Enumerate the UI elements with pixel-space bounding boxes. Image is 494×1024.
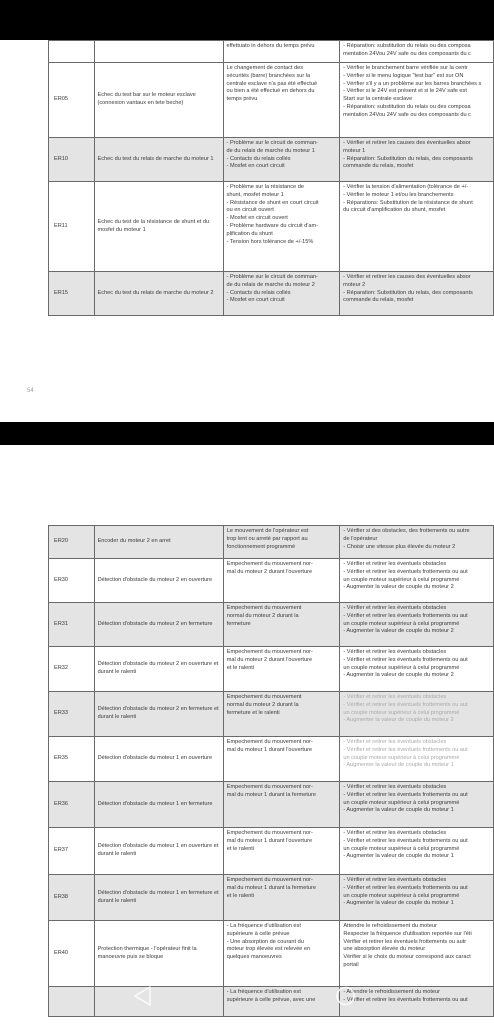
- action-line: - Attendre le refroidissement du moteur: [343, 989, 441, 995]
- cause-line: mal du moteur 1 durant la fermeture: [226, 884, 316, 891]
- error-cause-cell: [223, 182, 340, 272]
- cause-line: et le ralenti: [226, 664, 255, 671]
- cause-line: sécurités (barre) branchées sur la: [226, 72, 311, 79]
- cause-line: - Une absorption de courant du: [226, 938, 304, 945]
- cause-line: Empechement du mouvement nor-: [226, 561, 313, 567]
- error-code-cell: [49, 41, 95, 63]
- error-cause-cell: [223, 692, 340, 737]
- cause-line: - La fréquence d'utilisation est: [226, 923, 301, 929]
- error-description-cell: [94, 987, 223, 1017]
- action-line: moteur 1: [343, 147, 366, 154]
- error-description-cell: Détection d'obstacle du moteur 2 en ouverture et durant le ralenti: [94, 647, 223, 692]
- table-row: [49, 603, 494, 647]
- error-cause-cell: [223, 921, 340, 987]
- action-line: - Choisir une vitesse plus élevée du moteur 2: [343, 543, 456, 550]
- cause-line: Empechement du mouvement nor-: [226, 784, 313, 790]
- action-line: Start sur la centrale esclave: [343, 96, 413, 103]
- action-line: - Vérifier et retirer les éventuels frottements ou aut: [343, 568, 468, 575]
- action-line: Vérifier et retirer les éventuels frottements ou autr: [343, 938, 467, 945]
- cause-line: - Résistance de shunt en court circuit: [226, 199, 319, 206]
- action-line: un couple moteur supérieur à celui programmé: [343, 709, 460, 716]
- corrective-action-cell: [340, 692, 494, 737]
- cause-line: fermeture et le ralenti: [226, 709, 280, 716]
- table-row: [49, 41, 494, 63]
- action-line: - Vérifier la tension d'alimentation (tolérance de +/-: [343, 184, 469, 190]
- corrective-action-cell: [340, 921, 494, 987]
- cause-line: Le mouvement de l'opérateur est: [226, 528, 309, 534]
- error-description-cell: Détection d'obstacle du moteur 2 en ouverture: [94, 559, 223, 603]
- cause-line: mal du moteur 1 durant la fermeture: [226, 791, 316, 798]
- error-code-table-page-55: [48, 525, 494, 1017]
- cause-line: centrale esclave n'a pas été effectué: [226, 80, 318, 87]
- corrective-action-cell: [340, 987, 494, 1017]
- action-line: - Augmenter la valeur de couple du moteur 1: [343, 762, 454, 769]
- action-line: moteur 2: [343, 281, 366, 288]
- action-line: - Vérifier et retirer les éventuels frottements ou aut: [343, 996, 468, 1003]
- error-code-cell: ER32: [49, 647, 95, 692]
- corrective-action-cell: [340, 138, 494, 182]
- error-code-cell: ER40: [49, 921, 95, 987]
- action-line: - Réparations: Substitution de la résistance de shunt: [343, 199, 473, 206]
- error-cause-cell: [223, 875, 340, 921]
- error-description-cell: Détection d'obstacle du moteur 1 en fermeture et durant le ralenti: [94, 875, 223, 921]
- cause-line: temps prévu: [226, 96, 258, 103]
- action-line: - Vérifier s'il y a un problème sur les barres branchées s: [343, 80, 482, 87]
- action-line: - Vérifier et retirer les éventuels obstacles: [343, 739, 447, 745]
- action-line: - Vérifier et retirer les éventuels obstacles: [343, 649, 447, 655]
- cause-line: Empechement du mouvement nor-: [226, 877, 313, 883]
- error-cause-cell: [223, 41, 340, 63]
- action-line: - Réparation: substitution du relais ou des composa: [343, 103, 471, 110]
- table-row: [49, 828, 494, 875]
- error-cause-cell: [223, 63, 340, 138]
- manual-page-55: [0, 445, 494, 1024]
- action-line: - Vérifier et retirer les éventuels frottements ou aut: [343, 791, 468, 798]
- cause-line: Empechement du mouvement nor-: [226, 830, 313, 836]
- error-description-cell: [94, 41, 223, 63]
- manual-page-54: [0, 40, 494, 422]
- table-row: [49, 272, 494, 316]
- error-cause-cell: [223, 782, 340, 828]
- action-line: - Augmenter la valeur de couple du moteur 2: [343, 584, 454, 591]
- cause-line: supérieure à celle prévue, avec une: [226, 996, 316, 1003]
- action-line: - Vérifier si le 24V est présent et si le 24V safe est: [343, 88, 467, 95]
- error-code-cell: ER15: [49, 272, 95, 316]
- action-line: - Vérifier et retirer les éventuels frottements ou aut: [343, 746, 468, 753]
- action-line: - Vérifier et retirer les éventuels obstacles: [343, 605, 447, 611]
- error-code-cell: ER10: [49, 138, 95, 182]
- action-line: - Vérifier et retirer les éventuels frottements ou aut: [343, 612, 468, 619]
- error-code-cell: ER11: [49, 182, 95, 272]
- action-line: - Vérifier si des obstacles, des frottements ou autre: [343, 528, 470, 534]
- cause-line: - Problème sur le circuit de comman-: [226, 274, 318, 280]
- page-number: 54: [27, 388, 34, 394]
- action-line: Vérifier si le choix du moteur correspond aux caract: [343, 954, 471, 961]
- table-row: [49, 526, 494, 559]
- error-cause-cell: [223, 647, 340, 692]
- cause-line: trop lent ou arreté par rapport au: [226, 535, 308, 542]
- cause-line: Empechement du mouvement nor-: [226, 649, 313, 655]
- cause-line: fermeture: [226, 620, 251, 627]
- action-line: un couple moteur supérieur à celui programmé: [343, 576, 460, 583]
- error-description-cell: Echec du test bar sur le moteur esclave (connexion vantaux en tete beche): [94, 63, 223, 138]
- error-code-cell: ER31: [49, 603, 95, 647]
- error-description-cell: Détection d'obstacle du moteur 1 en ouverture: [94, 737, 223, 782]
- table-row: [49, 875, 494, 921]
- error-description-cell: Echec du test du relais de marche du moteur 2: [94, 272, 223, 316]
- corrective-action-cell: [340, 828, 494, 875]
- action-line: - Vérifier le moteur 1 et/ou les branchements: [343, 191, 454, 198]
- cause-line: - Contacts du relais collés: [226, 155, 291, 162]
- error-code-cell: ER38: [49, 875, 95, 921]
- corrective-action-cell: [340, 603, 494, 647]
- error-code-cell: [49, 987, 95, 1017]
- action-line: - Réparation: Substitution du relais, des composants: [343, 289, 473, 296]
- action-line: Attendre le refroidissement du moteur: [343, 923, 437, 929]
- action-line: - Vérifier et retirer les éventuels obstacles: [343, 784, 447, 790]
- cause-line: mal du moteur 1 durant l'ouverture: [226, 837, 313, 844]
- cause-line: - Problème sur le circuit de comman-: [226, 140, 318, 146]
- error-cause-cell: [223, 559, 340, 603]
- corrective-action-cell: [340, 272, 494, 316]
- error-code-cell: ER30: [49, 559, 95, 603]
- cause-line: - Tension hors tolérance de +/-15%: [226, 238, 314, 245]
- action-line: - Vérifier et retirer les éventuels frottements ou aut: [343, 701, 468, 708]
- cause-line: quelques manoeuvres: [226, 954, 282, 961]
- corrective-action-cell: [340, 875, 494, 921]
- error-cause-cell: [223, 828, 340, 875]
- error-code-cell: ER36: [49, 782, 95, 828]
- cause-line: et le ralenti: [226, 845, 255, 852]
- action-line: - Vérifier et retirer les causes des éventuelles absor: [343, 140, 471, 146]
- error-description-cell: Protection thermique - l'opérateur finit la manoeuvre puis se bloque: [94, 921, 223, 987]
- action-line: un couple moteur supérieur à celui programmé: [343, 620, 460, 627]
- error-code-cell: ER20: [49, 526, 95, 559]
- action-line: - Vérifier et retirer les éventuels obstacles: [343, 877, 447, 883]
- action-line: - Réparation: Substitution du relais, des composants: [343, 155, 473, 162]
- error-code-cell: ER35: [49, 737, 95, 782]
- action-line: - Augmenter la valeur de couple du moteur 2: [343, 717, 454, 724]
- action-line: - Vérifier et retirer les causes des éventuelles absor: [343, 274, 471, 280]
- corrective-action-cell: [340, 737, 494, 782]
- cause-line: supérieure à celle prévue: [226, 930, 290, 937]
- cause-line: - Mosfet en court circuit: [226, 297, 285, 304]
- cause-line: Empechement du mouvement nor-: [226, 739, 313, 745]
- action-line: un couple moteur supérieur à celui programmé: [343, 664, 460, 671]
- back-triangle-icon[interactable]: [132, 985, 154, 1007]
- cause-line: fonctionnement programmé: [226, 543, 296, 550]
- action-line: - Réparation: substitution du relais ou des composa: [343, 43, 471, 49]
- corrective-action-cell: [340, 63, 494, 138]
- table-row: [49, 737, 494, 782]
- cause-line: - Problème hardware du circuit d'am-: [226, 222, 319, 229]
- error-description-cell: Détection d'obstacle du moteur 2 en fermeture: [94, 603, 223, 647]
- corrective-action-cell: [340, 182, 494, 272]
- cause-line: Empechement du mouvement: [226, 605, 302, 611]
- cause-line: normal du moteur 2 durant la: [226, 701, 299, 708]
- action-line: - Augmenter la valeur de couple du moteur 1: [343, 807, 454, 814]
- cause-line: - La fréquence d'utilisation est: [226, 989, 301, 995]
- error-description-cell: Détection d'obstacle du moteur 2 en fermeture et durant le ralenti: [94, 692, 223, 737]
- error-description-cell: Détection d'obstacle du moteur 1 en ouverture et durant le ralenti: [94, 828, 223, 875]
- corrective-action-cell: [340, 782, 494, 828]
- cause-line: et le ralenti: [226, 892, 255, 899]
- cause-line: mal du moteur 1 durant l'ouverture: [226, 746, 313, 753]
- action-line: - Vérifier si le menu logique "test bar" est sur ON: [343, 72, 464, 79]
- cause-line: de du relais de marche du moteur 2: [226, 281, 315, 288]
- cause-line: - Contacts du relais collés: [226, 289, 291, 296]
- cause-line: shunt, mosfet moteur 1: [226, 191, 284, 198]
- table-row: [49, 692, 494, 737]
- action-line: du circuit d'amplification du shunt, mosfet: [343, 207, 446, 214]
- action-line: un couple moteur supérieur à celui programmé: [343, 799, 460, 806]
- action-line: - Augmenter la valeur de couple du moteur 1: [343, 853, 454, 860]
- home-circle-icon[interactable]: [335, 986, 356, 1006]
- cause-line: mal du moteur 2 durant l'ouverture: [226, 656, 313, 663]
- error-cause-cell: [223, 603, 340, 647]
- action-line: une absorption élevée du moteur: [343, 946, 426, 953]
- action-line: Respecter la fréquence d'utilisation reportée sur l'éti: [343, 930, 472, 937]
- cause-line: moteur trop élevée est relevée en: [226, 946, 311, 953]
- error-code-cell: ER37: [49, 828, 95, 875]
- table-row: [49, 921, 494, 987]
- action-line: commande du relais, mosfet: [343, 297, 414, 304]
- error-description-cell: Détection d'obstacle du moteur 1 en fermeture: [94, 782, 223, 828]
- action-line: commande du relais, mosfet: [343, 163, 414, 170]
- table-row: [49, 987, 494, 1017]
- cause-line: - Mosfet en circuit ouvert: [226, 215, 288, 222]
- error-code-cell: ER33: [49, 692, 95, 737]
- action-line: un couple moteur supérieur à celui programmé: [343, 754, 460, 761]
- table-row: [49, 559, 494, 603]
- error-code-table-page-54: [48, 40, 494, 316]
- corrective-action-cell: [340, 41, 494, 63]
- cause-line: Empechement du mouvement: [226, 694, 302, 700]
- corrective-action-cell: [340, 526, 494, 559]
- action-line: - Vérifier et retirer les éventuels frottements ou aut: [343, 837, 468, 844]
- action-line: de l'opérateur: [343, 535, 378, 542]
- cause-line: effettuato in dehors du temps prévu: [226, 43, 315, 49]
- corrective-action-cell: [340, 559, 494, 603]
- action-line: un couple moteur supérieur à celui programmé: [343, 845, 460, 852]
- action-line: - Vérifier le branchement barre vérifiée sur la centr: [343, 65, 468, 71]
- action-line: portail: [343, 961, 359, 968]
- action-line: - Augmenter la valeur de couple du moteur 2: [343, 672, 454, 679]
- action-line: mentation 24Vou 24V safe ou des composants du c: [343, 111, 471, 118]
- error-cause-cell: [223, 138, 340, 182]
- cause-line: - Problème sur la résistance de: [226, 184, 304, 190]
- table-row: [49, 647, 494, 692]
- action-line: - Vérifier et retirer les éventuels obstacles: [343, 561, 447, 567]
- action-line: mentation 24Vou 24V safe ou des composants du c: [343, 50, 471, 57]
- error-cause-cell: [223, 272, 340, 316]
- table-row: [49, 182, 494, 272]
- cause-line: Le changement de contact des: [226, 65, 304, 71]
- action-line: - Vérifier et retirer les éventuels obstacles: [343, 830, 447, 836]
- error-description-cell: Encoder du moteur 2 en arret: [94, 526, 223, 559]
- action-line: - Vérifier et retirer les éventuels frottements ou aut: [343, 656, 468, 663]
- cause-line: ou en circuit ouvert: [226, 207, 274, 214]
- error-cause-cell: [223, 737, 340, 782]
- action-line: - Augmenter la valeur de couple du moteur 1: [343, 900, 454, 907]
- error-cause-cell: [223, 987, 340, 1017]
- cause-line: mal du moteur 2 durant l'ouverture: [226, 568, 313, 575]
- cause-line: - Mosfet en court circuit: [226, 163, 285, 170]
- error-cause-cell: [223, 526, 340, 559]
- action-line: - Vérifier et retirer les éventuels frottements ou aut: [343, 884, 468, 891]
- table-row: [49, 138, 494, 182]
- error-description-cell: Echec du test de la résistance de shunt et du mosfet du moteur 1: [94, 182, 223, 272]
- error-code-cell: ER05: [49, 63, 95, 138]
- cause-line: normal du moteur 2 durant la: [226, 612, 299, 619]
- cause-line: plification du shunt: [226, 230, 273, 237]
- action-line: - Vérifier et retirer les éventuels obstacles: [343, 694, 447, 700]
- error-description-cell: Echec du test du relais de marche du moteur 1: [94, 138, 223, 182]
- table-row: [49, 782, 494, 828]
- table-row: [49, 63, 494, 138]
- corrective-action-cell: [340, 647, 494, 692]
- cause-line: de du relais de marche du moteur 1: [226, 147, 315, 154]
- action-line: un couple moteur supérieur à celui programmé: [343, 892, 460, 899]
- action-line: - Augmenter la valeur de couple du moteur 2: [343, 628, 454, 635]
- cause-line: ou bien a été effectué en dehors du: [226, 88, 315, 95]
